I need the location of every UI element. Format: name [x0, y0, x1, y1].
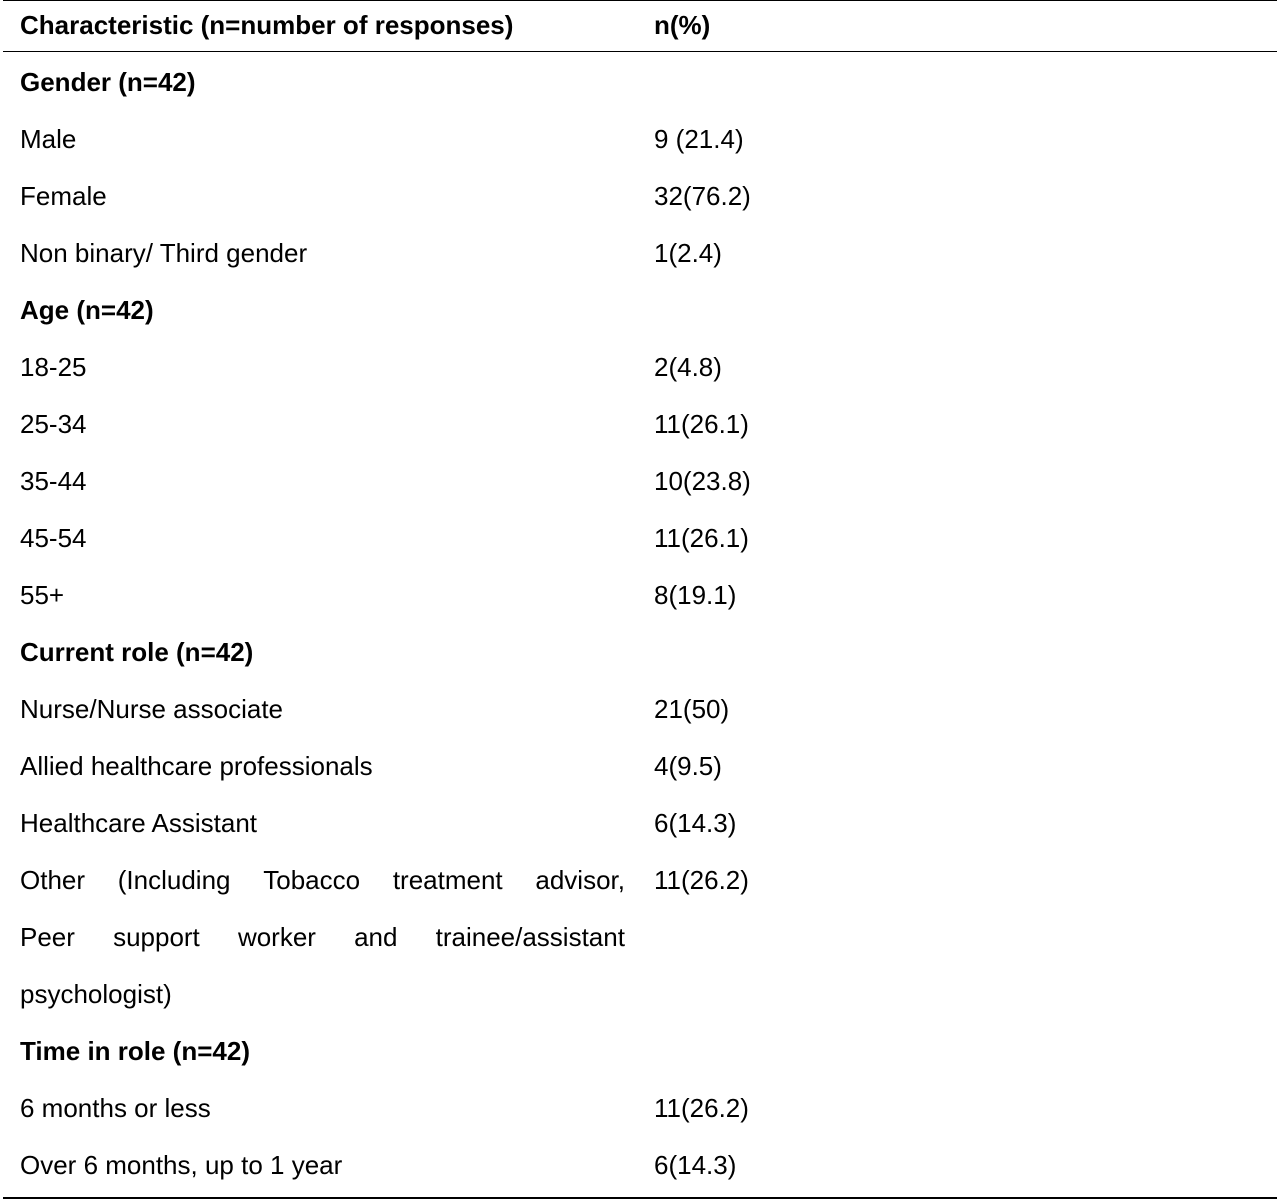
- table-row: [3, 168, 1277, 225]
- section-heading-current-role: [3, 624, 1277, 681]
- row-label: Allied healthcare professionals: [20, 751, 373, 781]
- word: worker: [237, 922, 316, 952]
- section-title: Time in role (n=42): [20, 1036, 250, 1066]
- row-value: 10(23.8): [654, 466, 751, 496]
- table-row: [3, 225, 1277, 282]
- row-value: 2(4.8): [654, 352, 722, 382]
- table-row: [3, 1080, 1277, 1137]
- table-header-rule: [3, 51, 1277, 52]
- row-label: Over 6 months, up to 1 year: [20, 1150, 343, 1180]
- row-label: Nurse/Nurse associate: [20, 694, 283, 724]
- row-label: 25-34: [20, 409, 87, 439]
- table-row: [3, 396, 1277, 453]
- section-heading-age: [3, 282, 1277, 339]
- row-label: Female: [20, 181, 107, 211]
- table-header-row: [3, 0, 1277, 57]
- row-value: 8(19.1): [654, 580, 737, 610]
- table-row-other: [3, 852, 1277, 1023]
- row-value: 6(14.3): [654, 1150, 737, 1180]
- table-row: [3, 567, 1277, 624]
- row-value: 11(26.1): [654, 523, 749, 553]
- row-value: 9 (21.4): [654, 124, 744, 154]
- table-row: [3, 681, 1277, 738]
- section-heading-time-in-role: [3, 1023, 1277, 1080]
- word: Tobacco: [263, 865, 361, 895]
- table-row: [3, 339, 1277, 396]
- table-row: [3, 453, 1277, 510]
- row-label: 6 months or less: [20, 1093, 211, 1123]
- row-label: 35-44: [20, 466, 87, 496]
- other-label-line-3: psychologist): [20, 979, 172, 1009]
- section-title: Current role (n=42): [20, 637, 254, 667]
- word: treatment: [392, 865, 503, 895]
- row-value: 1(2.4): [654, 238, 722, 268]
- row-label: Non binary/ Third gender: [20, 238, 308, 268]
- section-title: Age (n=42): [20, 295, 154, 325]
- row-value: 32(76.2): [654, 181, 751, 211]
- row-value: 6(14.3): [654, 808, 737, 838]
- row-value: 21(50): [654, 694, 730, 724]
- word: Other: [20, 865, 86, 895]
- table-row: [3, 510, 1277, 567]
- word: and: [354, 922, 398, 952]
- row-value: 11(26.1): [654, 409, 749, 439]
- table-row: [3, 1137, 1277, 1194]
- header-value: n(%): [654, 10, 711, 40]
- row-label: 55+: [20, 580, 65, 610]
- table-row: [3, 795, 1277, 852]
- row-value: 11(26.2): [654, 1093, 749, 1123]
- table-row: [3, 738, 1277, 795]
- row-label: 18-25: [20, 352, 87, 382]
- word: advisor,: [535, 865, 625, 895]
- word: Peer: [20, 922, 75, 952]
- demographics-table: [3, 0, 1277, 1200]
- row-value: 11(26.2): [654, 865, 749, 895]
- word: support: [113, 922, 200, 952]
- row-value: 4(9.5): [654, 751, 722, 781]
- word: (Including: [117, 865, 231, 895]
- table-row: [3, 111, 1277, 168]
- word: trainee/assistant: [435, 922, 625, 952]
- row-label: 45-54: [20, 523, 87, 553]
- section-title: Gender (n=42): [20, 67, 196, 97]
- row-label: Healthcare Assistant: [20, 808, 258, 838]
- header-characteristic: Characteristic (n=number of responses): [20, 10, 514, 40]
- other-label-line-1: [20, 852, 625, 909]
- table-bottom-rule: [3, 1197, 1277, 1199]
- row-label: Male: [20, 124, 77, 154]
- other-label-line-2: [20, 909, 625, 966]
- section-heading-gender: [3, 54, 1277, 111]
